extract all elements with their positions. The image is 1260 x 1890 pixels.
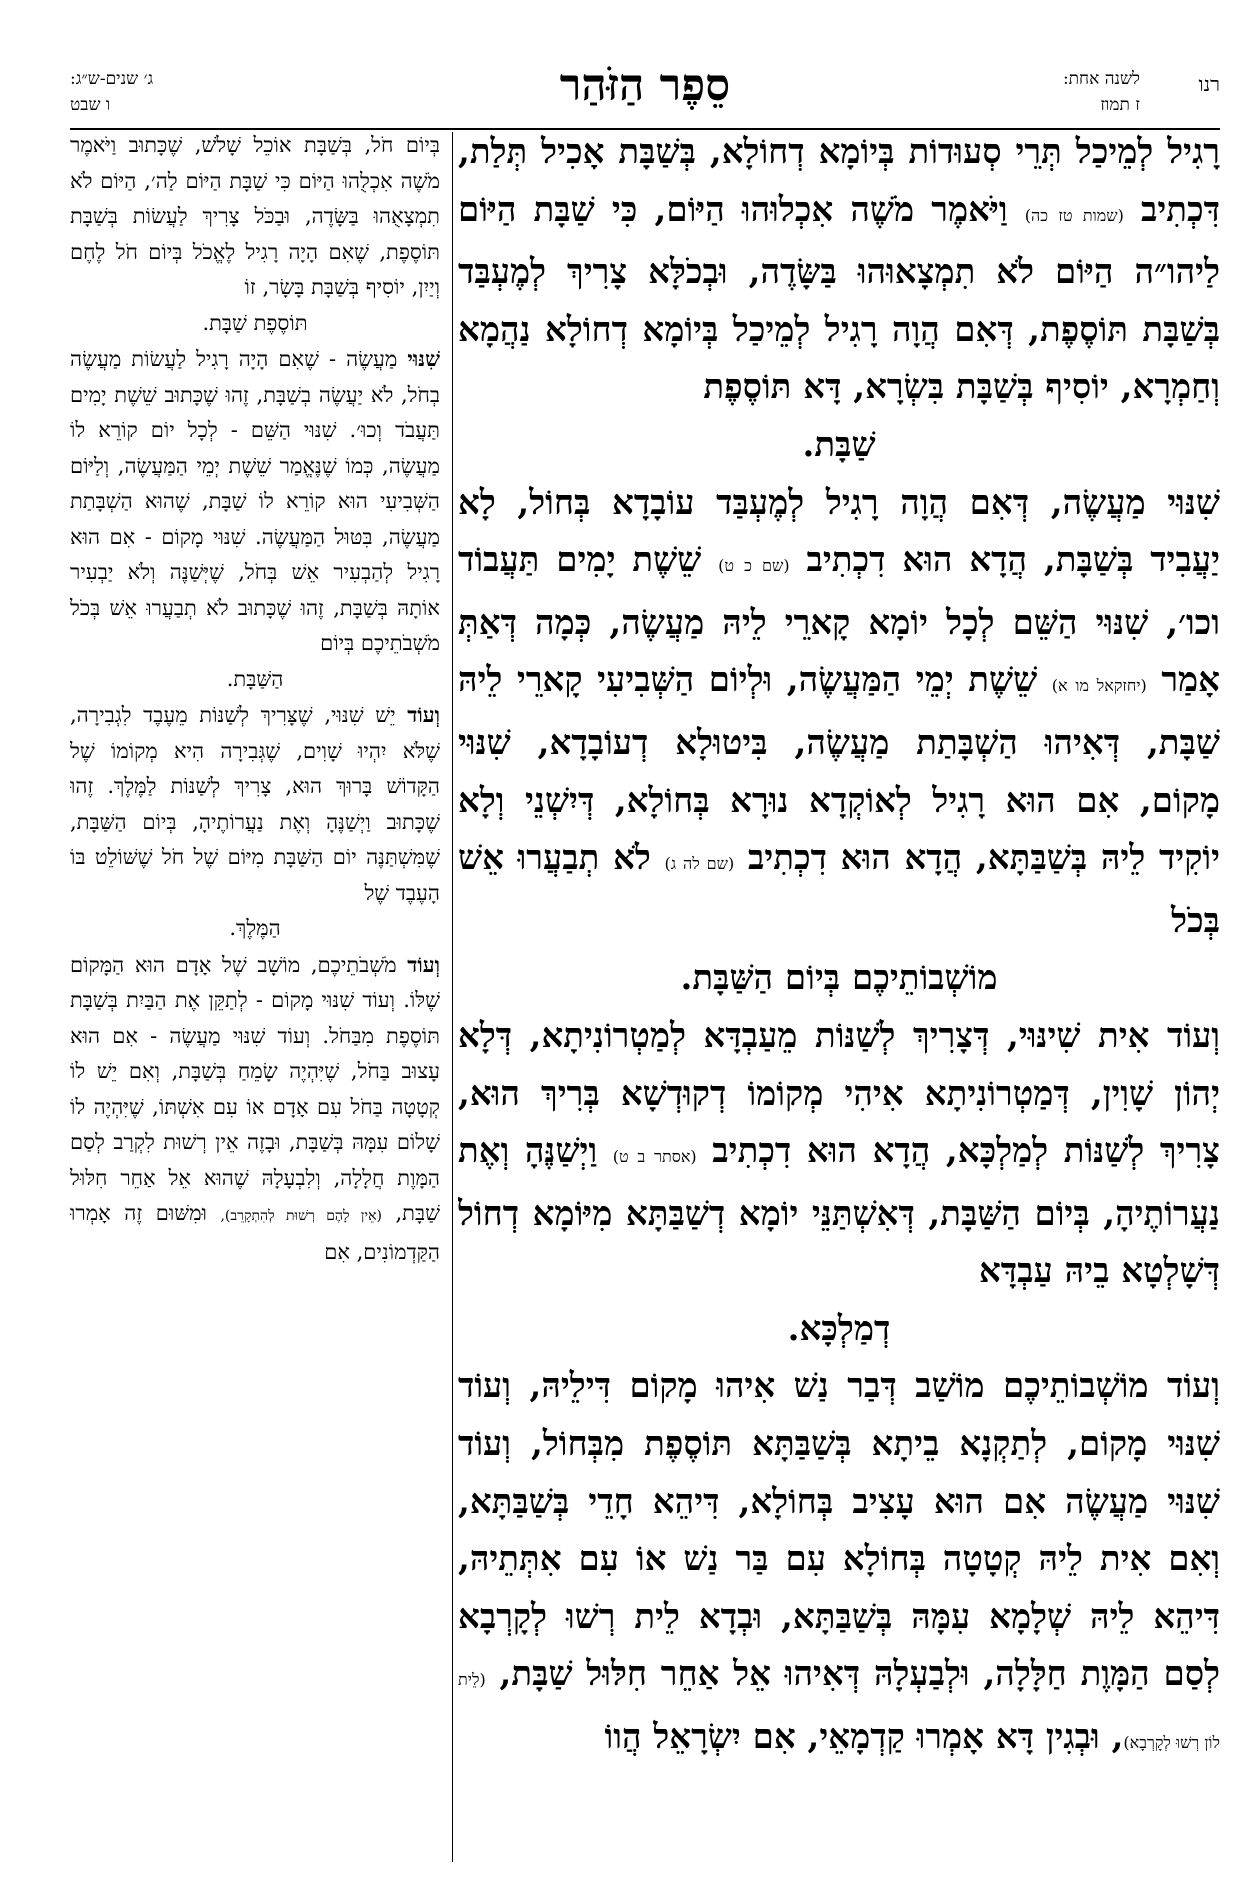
citation: (אֵין לָהֶם רְשׁוּת לְהִתְקָרֵב), [220,1208,382,1224]
side-paragraph-2 [70,341,440,662]
side-p4-text-b: וּמִשּׁוּם זֶה אָמְרוּ הַקַּדְמוֹנִים, אִם [70,1201,440,1264]
column-divider [452,132,453,1862]
paragraph-lead-word: וְעוֹד [407,951,440,977]
side-paragraph-4 [70,947,440,1271]
main-paragraph-4 [458,1358,1220,1771]
main-p2-text-d: לֹא תְבַעֲרוּ אֵשׁ בְּכֹל [458,838,1220,941]
side-paragraph-3 [70,697,440,911]
side-p2-text: מַעֲשֶׂה - שֶׁאִם הָיָה רָגִיל לַעֲשׂוֹת מַעֲשֶׂה בְחֹל, לֹא יַעֲשֶׂה בְשַׁבָּת, זֶהוּ שֶׁכָּתוּב שֵׁשֶׁת יָמִים תַּעֲבֹד וְכוּ׳. שִׁנּוּי הַשֵּׁם - לְכָל יוֹם קוֹרֵא לוֹ מַעֲשֶׂה, כְּמוֹ שֶׁנֶּאֱמַר שֵׁשֶׁת יְמֵי הַמַּעֲשֶׂה, וְלַיּוֹם הַשְּׁבִיעִי הוּא קוֹרֵא לוֹ שַׁבָּת, שֶׁהוּא הַשְׁבָּתַת מַעֲשֶׂה, בִּטּוּל הַמַּעֲשֶׂה. שִׁנּוּי מָקוֹם - אִם הוּא רָגִיל לְהַבְעִיר אֵשׁ בְּחֹל, שֶׁיְּשַׁנֶּה וְלֹא יַבְעִיר אוֹתָהּ בְּשַׁבָּת, זֶהוּ שֶׁכָּתוּב לֹא תְבַעֲרוּ אֵשׁ בְּכֹל מֹשְׁבֹתֵיכֶם בְּיוֹם [70,347,440,655]
main-p1-text-b: וַיֹּאמֶר מֹשֶׁה אִכְלוּהוּ הַיּוֹם, כִּי שַׁבָּת הַיּוֹם לַיהו״ה הַיּוֹם לֹא תִמְצָאוּהוּ בַּשָּׂדֶה, וּבְכֹלָּא צָרִיךְ לְמֶעְבַּד בְּשַׁבָּת תּוֹסֶפֶת, דְּאִם הֲוָה רָגִיל לְמֵיכַל בְּיוֹמָא דְחוֹלָא נַהֲמָא וְחַמְרָא, יוֹסִיף בְּשַׁבָּת בִּשְׂרָא, דָּא תּוֹסֶפֶת [458,189,1220,408]
citation: (שם כ ט) [718,556,790,576]
side-paragraph-3-end: הַמֶּלֶךְ. [229,916,281,940]
citation: (יחזקאל מו א) [1051,676,1147,696]
main-paragraph-3-end: דְמַלְכָּא. [787,1308,891,1349]
main-paragraph-2 [458,475,1220,951]
main-p3-text: אִית שִׁינּוּי, דְּצָרִיךְ לְשַׁנּוֹת מֵעַבְדָּא לְמַטְרוֹנִיתָא, דְּלָא יְהוֹן שָׁוִין, דְּמַטְרוֹנִיתָא אִיהִי מְקוֹמוֹ דְקוּדְשָׁא בְּרִיךְ הוּא, צָרִיךְ לְשַׁנּוֹת לְמַלְכָּא, הֲדָא הוּא דִכְתִיב [458,1015,1220,1172]
commentary-column [70,128,440,1866]
main-p2-text-c: שֵׁשֶׁת יְמֵי הַמַּעֲשֶׂה, וּלְיוֹם הַשְּׁבִיעִי קָארֵי לֵיהּ שַׁבָּת, דְּאִיהוּ הַשְׁבָּתַת מַעֲשֶׂה, בִּיטוּלָא דְעוֹבָדָא, שִׁנּוּי מָקוֹם, אִם הוּא רָגִיל לְאוֹקְדָא נוּרָא בְּחוֹלָא, דְּיִשְׁנֵי וְלָא יוֹקִיד לֵיהּ בְּשַׁבַּתָּא, הֲדָא הוּא דִכְתִיב [458,660,1220,879]
book-title: סֵפֶר הַזֹּהַר [559,60,731,111]
main-text-column [458,124,1220,1864]
main-p4-text: מוֹשְׁבוֹתֵיכֶם מוֹשַׁב דְּבַר נַשׁ אִיהוּ מָקוֹם דִּילֵיהּ, וְעוֹד שִׁנּוּי מָקוֹם, לְתַקְנָא בֵיתָא בְּשַׁבַּתָּא תּוֹסֶפֶת מִבְּחוֹל, וְעוֹד שִׁנּוּי מַעֲשֶׂה אִם הוּא עָצִיב בְּחוֹלָא, דִּיהֵא חָדֵי בְּשַׁבַּתָּא, וְאִם אִית לֵיהּ קְטָטָה בְּחוֹלָא עִם בַּר נַשׁ אוֹ עִם אִתְּתֵיהּ, דִּיהֵא לֵיהּ שְׁלָמָא עִמָּהּ בְּשַׁבַּתָּא, וּבְדָא לֵית רְשׁוּ לְקָרְבָא לְסַם הַמָּוֶת חַלָּלָה, וּלְבַעְלָהּ דְּאִיהוּ אֵל אַחֵר חִלּוּל שַׁבָּת, [458,1366,1220,1695]
main-paragraph-3 [458,1008,1220,1301]
header-left-note [70,66,153,118]
main-paragraph-2-end: מוֹשְׁבוֹתֵיכֶם בְּיוֹם הַשַּׁבָּת. [680,958,998,999]
header-right-line1: לשנה אחת: [1062,69,1140,89]
paragraph-lead-word: וְעוֹד [1167,1015,1220,1056]
main-paragraph-1-end: שַׁבָּת. [802,424,876,465]
paragraph-lead-word: וְעוֹד [407,702,440,727]
side-p3-text: יֵשׁ שִׁנּוּי, שֶׁצָּרִיךְ לְשַׁנּוֹת מֵעֶבֶד לִגְבִירָה, שֶׁלֹּא יִהְיוּ שָׁוִים, שֶׁגְּבִירָה הִיא מְקוֹמוֹ שֶׁל הַקָּדוֹשׁ בָּרוּךְ הוּא, צָרִיךְ לְשַׁנּוֹת לַמֶּלֶךְ. זֶהוּ שֶׁכָּתוּב וַיְשַׁנֶּהָ וְאֶת נַעֲרוֹתֶיהָ, בְּיוֹם הַשַּׁבָּת, שֶׁמִּשְׁתַּנֶּה יוֹם הַשַּׁבָּת מִיּוֹם שֶׁל חֹל שֶׁשּׁוֹלֵט בּוֹ הָעֶבֶד שֶׁל [70,703,440,905]
header-right-line2: ז תמוז [1100,95,1140,115]
citation: (שם לה ג) [664,854,735,874]
main-p4-text-b: , וּבְגִין דָּא אָמְרוּ קַדְמָאֵי, אִם יִשְׂרָאֵל הֲווֹ [604,1717,1124,1758]
side-paragraph-1-end: תּוֹסֶפֶת שַׁבָּת. [202,310,308,335]
citation: (שמות טז כה) [1024,205,1124,225]
main-p2-text-b: שֵׁשֶׁת יָמִים תַּעֲבוֹד וכו׳, שִׁנּוּי הַשֵּׁם לְכָל יוֹמָא קָארֵי לֵיהּ מַעֲשֶׂה, כְּמָה דְּאַתְּ אָמַר [458,540,1220,701]
citation: (לֵית לוֹן רְשׁוּ לְקָרְבָא) [458,1670,1220,1753]
header-left-line1: ג׳ שנים-ש״ג: [70,69,154,89]
main-paragraph-1 [458,124,1220,417]
side-paragraph-2-end: הַשַּׁבָּת. [226,666,284,691]
paragraph-lead-word: וְעוֹד [1166,1366,1220,1407]
paragraph-lead-word: שִׁנּוּי [1167,482,1220,523]
citation: (אסתר ב ט) [612,1147,697,1167]
page-header [70,60,1220,128]
page-number: רנו [1198,72,1220,96]
main-p3-text-b: וַיְשַׁנֶּהָ וְאֶת נַעֲרוֹתֶיהָ, בְּיוֹם הַשַּׁבָּת, דְּאִשְׁתַּנֵּי יוֹמָא דְשַׁבַּתָּא מִיּוֹמָא דְחוֹל דְּשָׁלְטָא בֵיהּ עַבְדָּא [458,1131,1220,1292]
main-p1-text: רָגִיל לְמֵיכַל תְּרֵי סְעוּדוֹת בְּיוֹמָא דְחוֹלָא, בְּשַׁבָּת אָכִיל תְּלַת, דִּכְתִיב [458,132,1220,230]
main-p2-text: מַעֲשֶׂה, דְּאִם הֲוָה רָגִיל לְמֶעְבַּד עוֹבָדָא בְּחוֹל, לָא יַעֲבִיד בְּשַׁבָּת, הֲדָא הוּא דִכְתִיב [458,482,1220,581]
header-left-line2: ו שבט [70,95,111,115]
side-p4-text: מֹשְׁבֹתֵיכֶם, מוֹשָׁב שֶׁל אָדָם הוּא הַמָּקוֹם שֶׁלּוֹ. וְעוֹד שִׁנּוּי מָקוֹם - לְתַקֵּן אֶת הַבַּיִת בְּשַׁבָּת תּוֹסֶפֶת מִבַּחֹל. וְעוֹד שִׁנּוּי מַעֲשֶׂה - אִם הוּא עָצוּב בַּחֹל, שֶׁיִּהְיֶה שָׂמֵחַ בְּשַׁבָּת, וְאִם יֵשׁ לוֹ קְטָטָה בַּחֹל עִם אָדָם אוֹ עִם אִשְׁתּוֹ, שֶׁיִּהְיֶה לוֹ שָׁלוֹם עִמָּהּ בְּשַׁבָּת, וּבָזֶה אֵין רְשׁוּת לִקְרַב לְסַם הַמָּוֶת חֲלָלָה, וְלִבְעָלָהּ שֶׁהוּא אֵל אַחֵר חִלּוּל שַׁבָּת, [70,952,440,1225]
side-paragraph-1: בְּיוֹם חֹל, בְּשַׁבָּת אוֹכֵל שָׁלֹשׁ, שֶׁכָּתוּב וַיֹּאמֶר מֹשֶׁה אִכְלֻהוּ הַיּוֹם כִּי שַׁבָּת הַיּוֹם לַה׳, הַיּוֹם לֹא תִמְצָאֻהוּ בַּשָּׂדֶה, וּבַכֹּל צָרִיךְ לַעֲשׂוֹת בְּשַׁבָּת תּוֹסֶפֶת, שֶׁאִם הָיָה רָגִיל לֶאֱכֹל בְּיוֹם חֹל לֶחֶם וְיַיִן, יוֹסִיף בְּשַׁבָּת בָּשָׂר, זוֹ [70,133,440,299]
paragraph-lead-word: שִׁנּוּי [407,346,440,371]
